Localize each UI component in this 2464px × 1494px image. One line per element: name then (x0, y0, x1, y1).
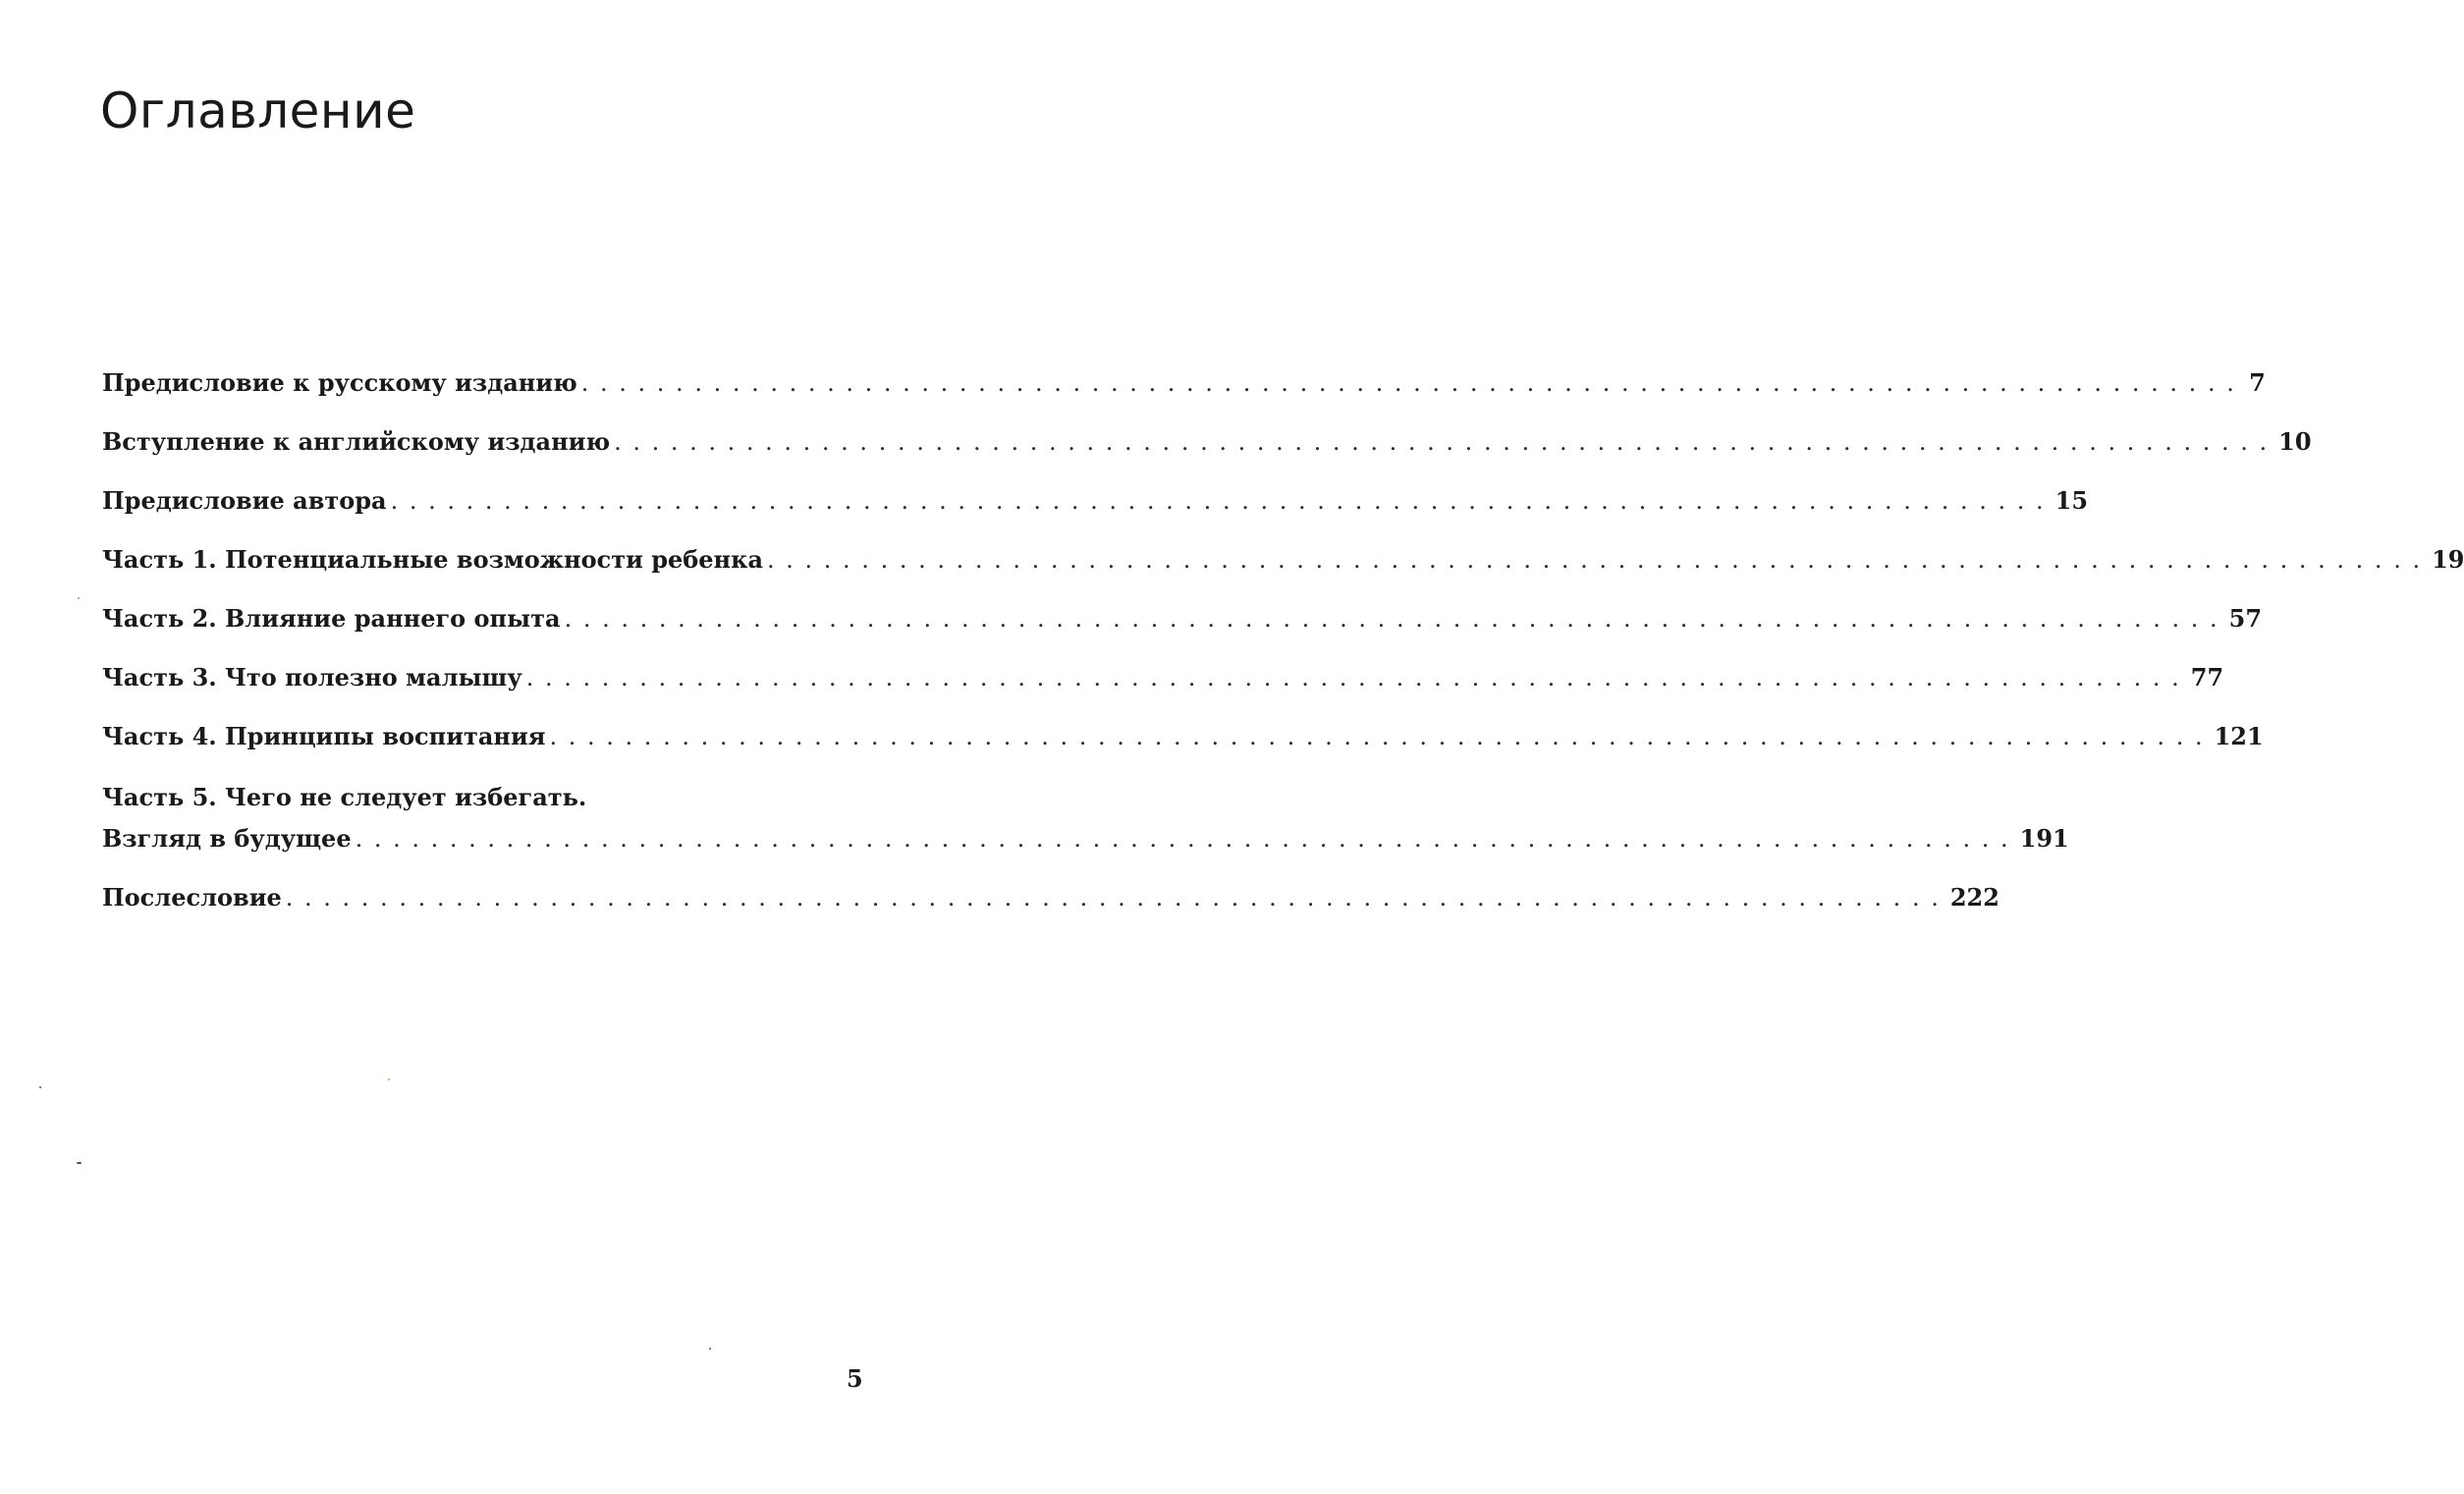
toc-entry-title: Часть 4. Принципы воспитания (102, 722, 546, 750)
toc-entry-title: Вступление к английскому изданию (102, 427, 611, 456)
toc-entry (102, 716, 2264, 757)
page-title: Оглавление (100, 83, 416, 139)
scan-speck (709, 1348, 711, 1350)
scan-speck (39, 1086, 41, 1088)
toc-entry-page: 191 (2019, 824, 2069, 853)
dot-leader: . . . . . . . . . . . . . . . . . . . . . . . . . . . . . . . . . . . . . . . . . . . . . . . . . . . . . . . . . . . . . . . . . . . . . . . . . . . . . . . . . . . . . . . . (580, 369, 2236, 397)
scan-speck (388, 1079, 390, 1080)
toc-entry-title: Предисловие автора (102, 486, 387, 515)
toc-entry-page: 222 (1949, 883, 1999, 912)
dot-leader: . . . . . . . . . . . . . . . . . . . . . . . . . . . . . . . . . . . . . . . . . . . . . . . . . . . . . . . . . . . . . . . . . . . . . . . . . . . . . . . . . . . . . . . . (767, 546, 2423, 574)
toc-entry-title: Часть 3. Что полезно малышу (102, 663, 522, 692)
dot-leader: . . . . . . . . . . . . . . . . . . . . . . . . . . . . . . . . . . . . . . . . . . . . . . . . . . . . . . . . . . . . . . . . . . . . . . . . . . . . . . . . . . . . . . . . (390, 487, 2046, 515)
toc-entry-title-line1: Часть 5. Чего не следует избегать. (102, 783, 587, 811)
toc-entry (102, 877, 1999, 918)
dot-leader: . . . . . . . . . . . . . . . . . . . . . . . . . . . . . . . . . . . . . . . . . . . . . . . . . . . . . . . . . . . . . . . . . . . . . . . . . . . . . . . . . . . . . . . . (355, 825, 2010, 853)
toc-entry-page: 57 (2228, 604, 2263, 633)
toc-entry-page: 121 (2214, 722, 2264, 750)
scan-speck (78, 597, 80, 599)
toc-entry (102, 598, 2263, 639)
toc-entry (102, 421, 2312, 463)
dot-leader: . . . . . . . . . . . . . . . . . . . . . . . . . . . . . . . . . . . . . . . . . . . . . . . . . . . . . . . . . . . . . . . . . . . . . . . . . . . . . . . . . . . . . . . . (549, 723, 2205, 750)
toc-entry-page: 19 (2432, 545, 2464, 574)
toc-entry-title: Послесловие (102, 883, 282, 912)
toc-entry-title: Предисловие к русскому изданию (102, 368, 577, 397)
dot-leader: . . . . . . . . . . . . . . . . . . . . . . . . . . . . . . . . . . . . . . . . . . . . . . . . . . . . . . . . . . . . . . . . . . . . . . . . . . . . . . . . . . . . . . . . (525, 664, 2181, 692)
toc-entry (102, 362, 2266, 404)
toc-entry-page: 10 (2278, 427, 2312, 456)
dot-leader: . . . . . . . . . . . . . . . . . . . . . . . . . . . . . . . . . . . . . . . . . . . . . . . . . . . . . . . . . . . . . . . . . . . . . . . . . . . . . . . . . . . . . . . . (285, 884, 1941, 912)
toc-entry (102, 480, 2089, 522)
toc-entry-page: 15 (2054, 486, 2089, 515)
toc-entry (102, 657, 2224, 698)
dot-leader: . . . . . . . . . . . . . . . . . . . . . . . . . . . . . . . . . . . . . . . . . . . . . . . . . . . . . . . . . . . . . . . . . . . . . . . . . . . . . . . . . . . . . . . . (614, 428, 2270, 456)
toc-entry-page: 7 (2249, 368, 2266, 397)
toc-entry-title: Часть 1. Потенциальные возможности ребенка (102, 545, 764, 574)
toc-entry-page: 77 (2190, 663, 2224, 692)
dot-leader: . . . . . . . . . . . . . . . . . . . . . . . . . . . . . . . . . . . . . . . . . . . . . . . . . . . . . . . . . . . . . . . . . . . . . . . . . . . . . . . . . . . . . . . . (564, 605, 2219, 633)
toc-entry (102, 777, 2069, 859)
toc-entry-title: Часть 2. Влияние раннего опыта (102, 604, 561, 633)
scan-speck (77, 1162, 82, 1164)
toc-entry-title: Взгляд в будущее (102, 824, 352, 853)
toc-entry (102, 539, 2464, 581)
page-number: 5 (847, 1364, 863, 1393)
